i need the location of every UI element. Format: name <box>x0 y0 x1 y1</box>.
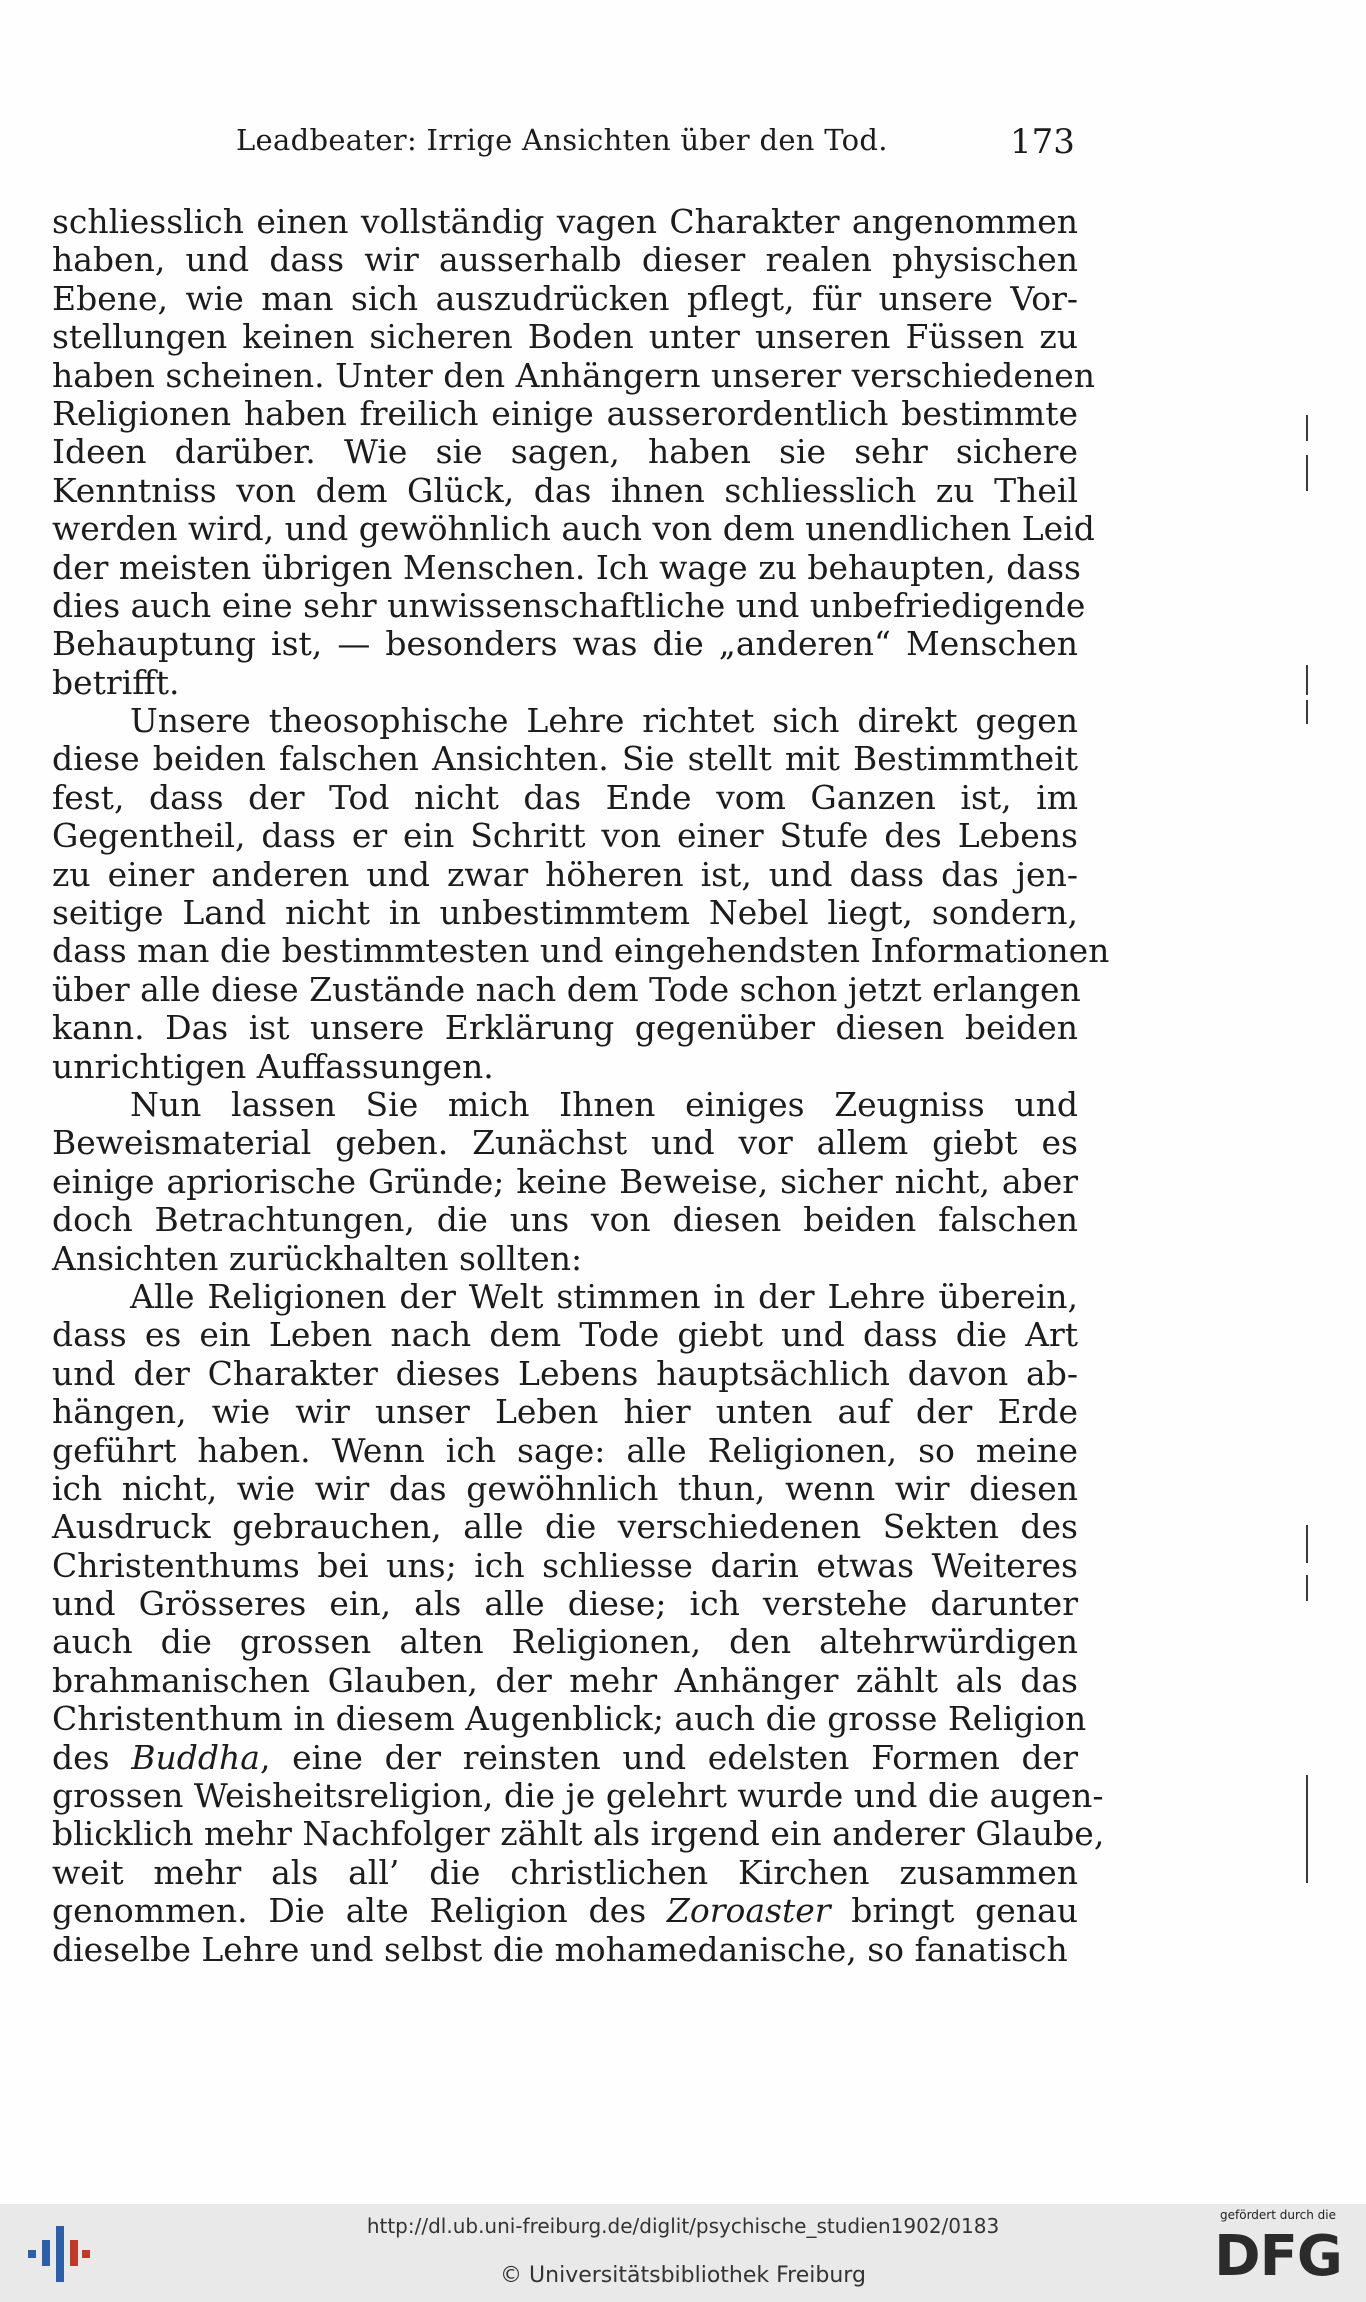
text-line: seitige Land nicht in unbestimmtem Nebel liegt, sondern, <box>52 893 1078 933</box>
margin-mark <box>1306 455 1308 491</box>
margin-mark <box>1306 700 1308 724</box>
dfg-sponsor-logo[interactable] <box>1205 2208 1351 2296</box>
text-line: grossen Weisheitsreligion, die je gelehrt wurde und die augen- <box>52 1776 1104 1816</box>
text-line: Unsere theosophische Lehre richtet sich direkt gegen <box>130 701 1078 741</box>
text-line: dies auch eine sehr unwissenschaftliche und unbefriedigende <box>52 585 1086 625</box>
text-line: blicklich mehr Nachfolger zählt als irgend ein anderer Glaube, <box>52 1814 1105 1854</box>
text-line: betrifft. <box>52 662 180 702</box>
text-line: dass man die bestimmtesten und eingehendsten Informationen <box>52 931 1110 971</box>
text-line: des Buddha, eine der reinsten und edelsten Formen der <box>52 1737 1078 1777</box>
text-line: der meisten übrigen Menschen. Ich wage zu behaupten, dass <box>52 547 1081 587</box>
text-line: genommen. Die alte Religion des Zoroaster bringt genau <box>52 1891 1078 1931</box>
text-line: Christenthums bei uns; ich schliesse darin etwas Weiteres <box>52 1545 1078 1585</box>
text-line: werden wird, und gewöhnlich auch von dem unendlichen Leid <box>52 509 1095 549</box>
body-text <box>52 202 1110 1969</box>
margin-mark <box>1306 1525 1308 1563</box>
text-line: kann. Das ist unsere Erklärung gegenüber diesen beiden <box>52 1008 1078 1048</box>
text-line: Gegentheil, dass er ein Schritt von einer Stufe des Lebens <box>52 816 1078 856</box>
text-line: dieselbe Lehre und selbst die mohamedanische, so fanatisch <box>52 1929 1068 1969</box>
margin-mark <box>1306 665 1308 695</box>
text-line: Nun lassen Sie mich Ihnen einiges Zeugniss und <box>130 1084 1078 1124</box>
text-line: Ansichten zurückhalten sollten: <box>52 1238 583 1278</box>
text-line: weit mehr als all’ die christlichen Kirchen zusammen <box>52 1852 1078 1892</box>
text-line: Kenntniss von dem Glück, das ihnen schliesslich zu Theil <box>52 470 1078 510</box>
text-line: Ideen darüber. Wie sie sagen, haben sie sehr sichere <box>52 432 1078 472</box>
text-line: unrichtigen Auffassungen. <box>52 1046 494 1086</box>
text-line: hängen, wie wir unser Leben hier unten auf der Erde <box>52 1392 1078 1432</box>
text-line: und Grösseres ein, als alle diese; ich verstehe darunter <box>52 1584 1078 1624</box>
text-line: über alle diese Zustände nach dem Tode schon jetzt erlangen <box>52 969 1081 1009</box>
dfg-logo-text: DFG <box>1214 2224 1342 2289</box>
text-line: auch die grossen alten Religionen, den altehrwürdigen <box>52 1622 1078 1662</box>
text-line: und der Charakter dieses Lebens hauptsächlich davon ab- <box>52 1353 1078 1393</box>
running-head: Leadbeater: Irrige Ansichten über den Tod. <box>236 123 888 157</box>
footer-url-link[interactable]: http://dl.ub.uni-freiburg.de/diglit/psychische_studien1902/0183 <box>366 2214 1000 2238</box>
text-line: doch Betrachtungen, die uns von diesen beiden falschen <box>52 1200 1078 1240</box>
text-line: Ausdruck gebrauchen, alle die verschiedenen Sekten des <box>52 1507 1078 1547</box>
text-line: ich nicht, wie wir das gewöhnlich thun, wenn wir diesen <box>52 1468 1078 1508</box>
text-line: geführt haben. Wenn ich sage: alle Religionen, so meine <box>52 1430 1078 1470</box>
text-line: Beweismaterial geben. Zunächst und vor allem giebt es <box>52 1123 1078 1163</box>
margin-mark <box>1306 415 1308 441</box>
text-line: stellungen keinen sicheren Boden unter unseren Füssen zu <box>52 317 1078 357</box>
text-line: fest, dass der Tod nicht das Ende vom Ganzen ist, im <box>52 777 1078 817</box>
text-line: dass es ein Leben nach dem Tode giebt und dass die Art <box>52 1315 1078 1355</box>
text-line: einige apriorische Gründe; keine Beweise, sicher nicht, aber <box>52 1161 1078 1201</box>
margin-mark <box>1306 1575 1308 1601</box>
margin-mark <box>1306 1775 1308 1883</box>
text-line: Alle Religionen der Welt stimmen in der Lehre überein, <box>130 1276 1078 1316</box>
text-line: haben scheinen. Unter den Anhängern unserer verschiedenen <box>52 355 1095 395</box>
text-line: Christenthum in diesem Augenblick; auch die grosse Religion <box>52 1699 1087 1739</box>
text-line: Religionen haben freilich einige ausserordentlich bestimmte <box>52 393 1078 433</box>
footer-copyright: © Universitätsbibliothek Freiburg <box>500 2263 866 2288</box>
text-line: schliesslich einen vollständig vagen Charakter angenommen <box>52 202 1078 241</box>
text-line: Behauptung ist, — besonders was die „anderen“ Menschen <box>52 624 1078 664</box>
text-line: brahmanischen Glauben, der mehr Anhänger zählt als das <box>52 1660 1078 1700</box>
text-line: diese beiden falschen Ansichten. Sie stellt mit Bestimmtheit <box>52 739 1078 779</box>
page-number: 173 <box>1010 122 1075 162</box>
text-line: Ebene, wie man sich auszudrücken pflegt, für unsere Vor- <box>52 278 1078 318</box>
text-line: zu einer anderen und zwar höheren ist, und dass das jen- <box>52 854 1078 894</box>
text-line: haben, und dass wir ausserhalb dieser realen physischen <box>52 240 1078 280</box>
dfg-sponsor-note: gefördert durch die <box>1220 2208 1336 2222</box>
